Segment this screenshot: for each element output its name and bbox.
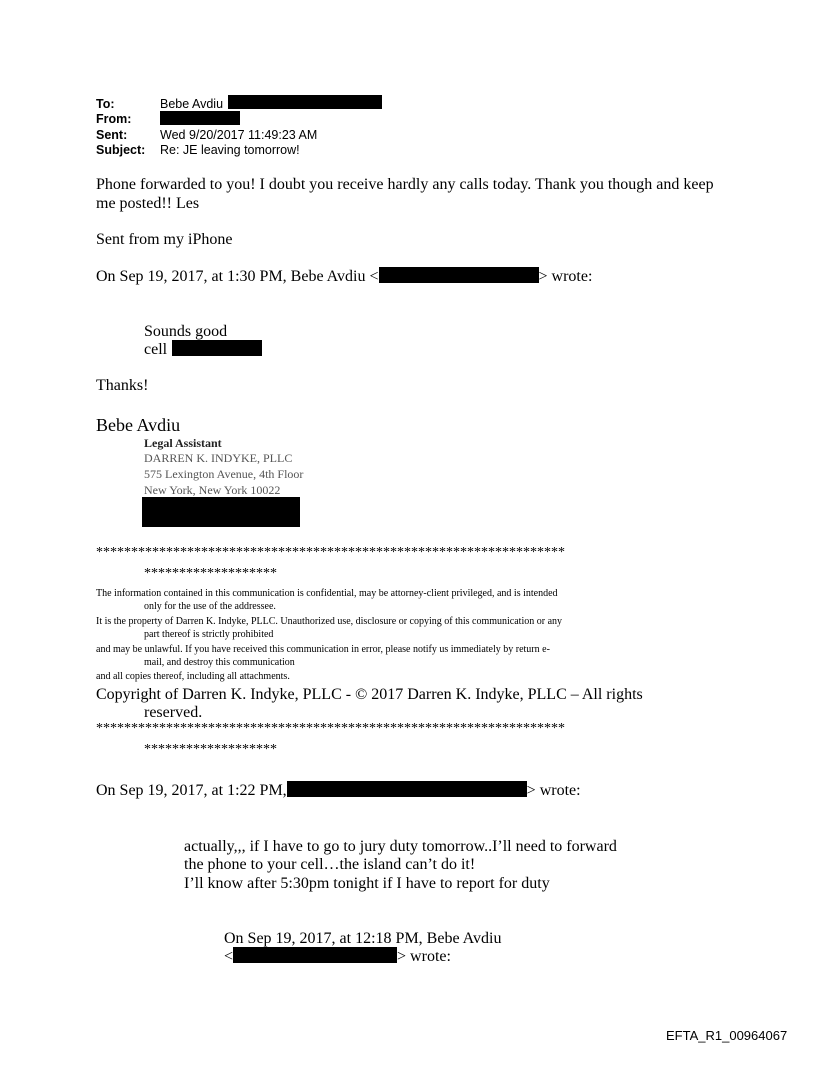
- redaction-from: [160, 111, 240, 125]
- disclaimer-p2b: part thereof is strictly prohibited: [144, 629, 274, 640]
- quote2-intro: [96, 781, 581, 800]
- signature-name: Bebe Avdiu: [96, 415, 181, 435]
- sent-from-line: Sent from my iPhone: [96, 231, 233, 248]
- disclaimer-copyright-1: Copyright of Darren K. Indyke, PLLC - © 2017 Darren K. Indyke, PLLC – All rights: [96, 686, 643, 703]
- signature-address-1: 575 Lexington Avenue, 4th Floor: [144, 467, 304, 481]
- quote1-intro-pre: On Sep 19, 2017, at 1:30 PM, Bebe Avdiu <: [96, 268, 379, 285]
- redaction-quote1-email: [379, 267, 539, 283]
- disclaimer-stars-top: *******************************************************************: [96, 545, 565, 560]
- disclaimer-copyright-2: reserved.: [144, 704, 203, 721]
- redaction-signature-contact: [142, 497, 300, 527]
- redaction-quote2-sender: [287, 781, 527, 797]
- redaction-quote3-email: [233, 947, 397, 963]
- quote3-line-2: [224, 947, 451, 966]
- message-line-2: me posted!! Les: [96, 195, 200, 212]
- quote2-line-3: I’ll know after 5:30pm tonight if I have to report for duty: [184, 875, 550, 892]
- document-id: EFTA_R1_00964067: [666, 1028, 788, 1043]
- thanks-line: Thanks!: [96, 377, 149, 394]
- quote3-line-2-pre: <: [224, 948, 234, 965]
- signature-title: Legal Assistant: [144, 436, 222, 450]
- reply1-line-1: Sounds good: [144, 323, 228, 340]
- signature-firm: DARREN K. INDYKE, PLLC: [144, 451, 293, 465]
- disclaimer-p1b: only for the use of the addressee.: [144, 601, 276, 612]
- quote3-line-1: On Sep 19, 2017, at 12:18 PM, Bebe Avdiu: [224, 930, 502, 947]
- quote1-intro-post: > wrote:: [538, 268, 593, 285]
- redaction-cell: [172, 340, 262, 356]
- disclaimer-p3a: and may be unlawful. If you have received this communication in error, please notify us immediately by return e-: [96, 644, 550, 655]
- redaction-to-email: [228, 95, 382, 109]
- quote2-intro-post: > wrote:: [526, 782, 581, 799]
- quote3-line-2-post: > wrote:: [397, 948, 451, 965]
- quote1-intro: [96, 267, 592, 286]
- header-sent-label: Sent:: [96, 128, 128, 142]
- disclaimer-p3b: mail, and destroy this communication: [144, 657, 295, 668]
- header-to-label: To:: [96, 97, 115, 111]
- header-from-label: From:: [96, 112, 132, 126]
- disclaimer-stars-bottom-short: *******************: [144, 742, 277, 757]
- header-sent-value: Wed 9/20/2017 11:49:23 AM: [160, 128, 318, 142]
- header-subject-label: Subject:: [96, 143, 146, 157]
- disclaimer-p2a: It is the property of Darren K. Indyke, PLLC. Unauthorized use, disclosure or copying of this communication or any: [96, 616, 563, 627]
- disclaimer-stars-bottom: *******************************************************************: [96, 721, 565, 736]
- signature-address-2: New York, New York 10022: [144, 483, 281, 497]
- disclaimer-stars-top-short: *******************: [144, 566, 277, 581]
- disclaimer-p1a: The information contained in this communication is confidential, may be attorney-client privileged, and is intended: [96, 588, 558, 599]
- quote2-line-2: the phone to your cell…the island can’t do it!: [184, 856, 476, 873]
- reply1-line-2: cell: [144, 341, 168, 358]
- quote2-line-1: actually,,, if I have to go to jury duty tomorrow..I’ll need to forward: [184, 838, 617, 855]
- quote2-intro-pre: On Sep 19, 2017, at 1:22 PM,: [96, 782, 287, 799]
- message-line-1: Phone forwarded to you! I doubt you receive hardly any calls today. Thank you though and keep: [96, 176, 714, 193]
- header-to-value: Bebe Avdiu: [160, 97, 224, 111]
- header-subject-value: Re: JE leaving tomorrow!: [160, 143, 300, 157]
- disclaimer-p4: and all copies thereof, including all attachments.: [96, 671, 290, 682]
